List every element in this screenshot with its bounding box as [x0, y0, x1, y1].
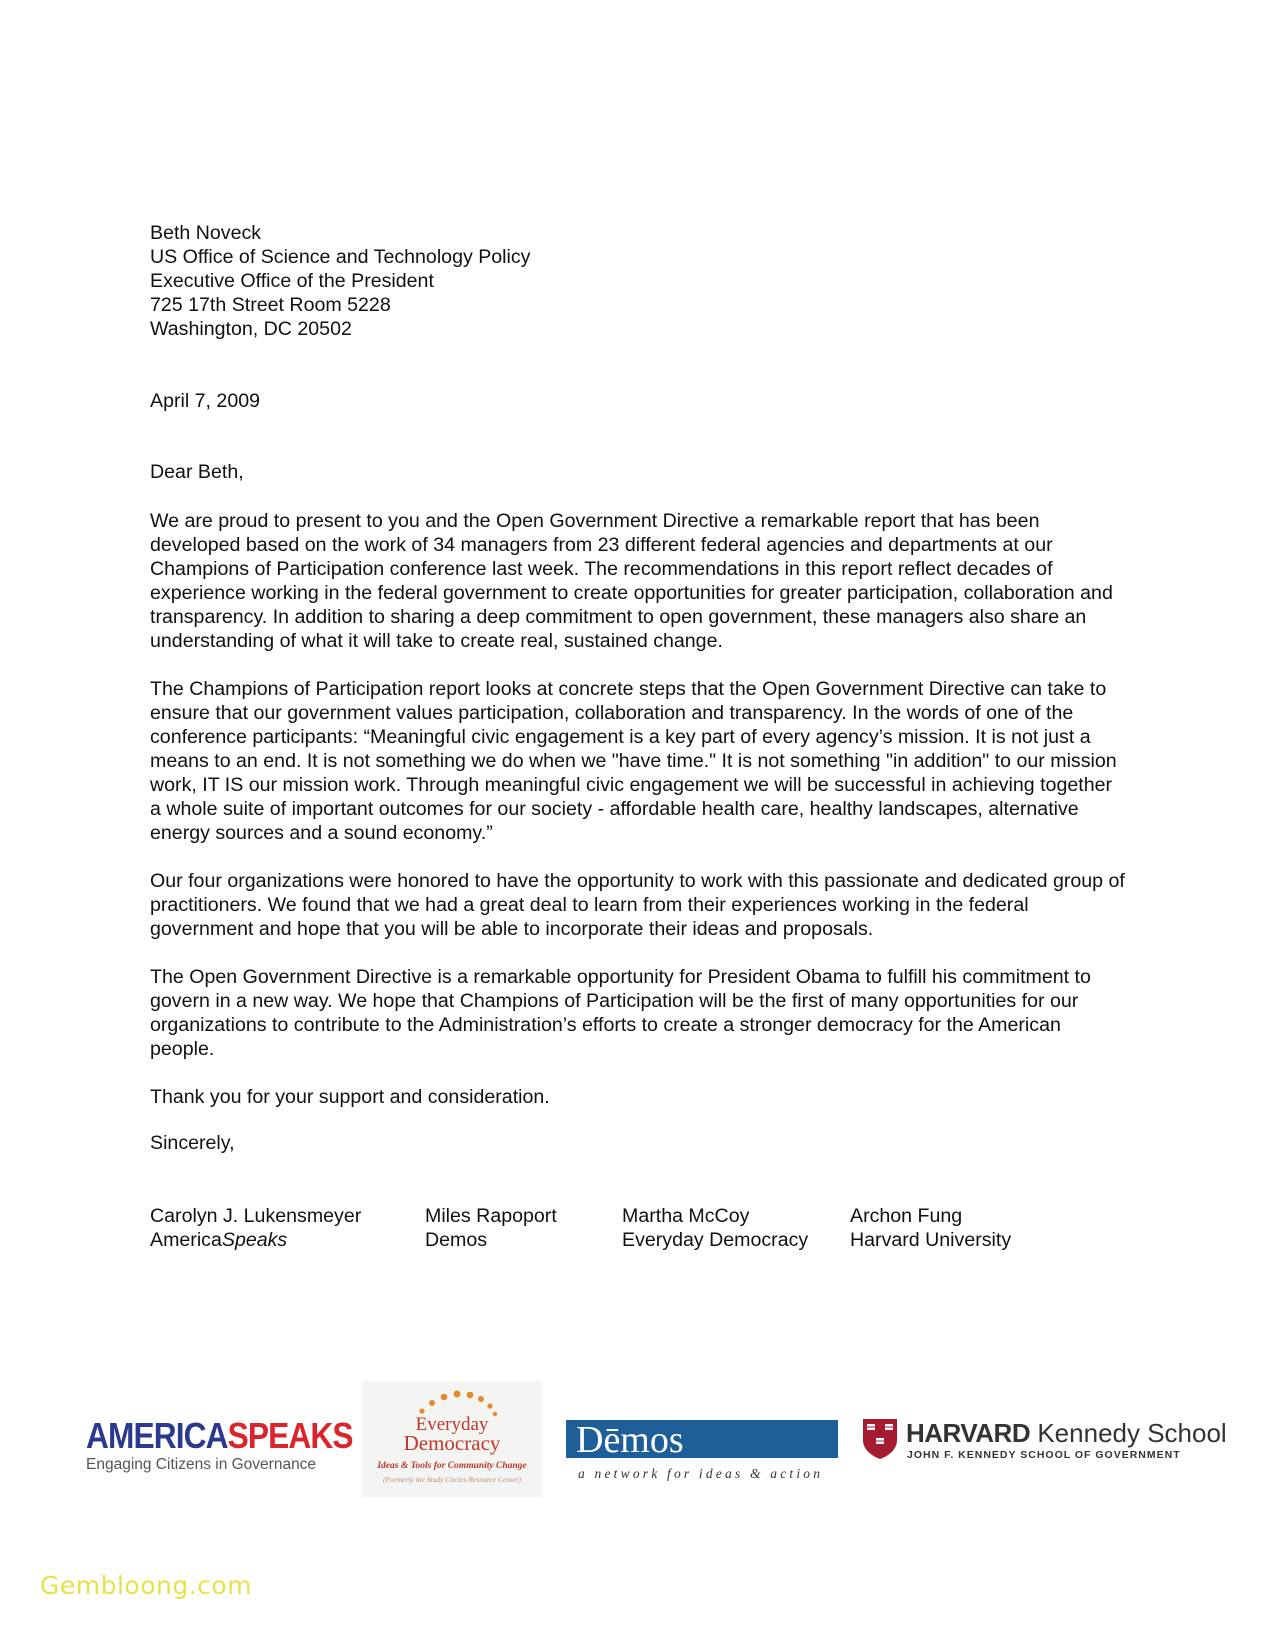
- signatory-mccoy: [622, 1204, 808, 1252]
- salutation: Dear Beth,: [150, 461, 244, 483]
- address-line: Beth Noveck: [150, 222, 262, 244]
- harvard-kennedy-subline: JOHN F. KENNEDY SCHOOL OF GOVERNMENT: [907, 1449, 1181, 1461]
- signatory-name: Archon Fung: [850, 1205, 963, 1227]
- recipient-address: [150, 221, 1120, 341]
- harvard-kennedy-logo: HARVARD Kennedy School JOHN F. KENNEDY SCHOOL OF GOVERNMENT: [862, 1418, 1202, 1466]
- closing: Sincerely,: [150, 1132, 235, 1154]
- signatory-fung: [850, 1204, 1011, 1252]
- signatory-lukensmeyer: [150, 1204, 361, 1252]
- letter-date: April 7, 2009: [150, 390, 261, 412]
- address-line: Washington, DC 20502: [150, 318, 352, 340]
- demos-tagline: a network for ideas & action: [578, 1466, 824, 1481]
- americaspeaks-tagline: Engaging Citizens in Governance: [86, 1456, 317, 1473]
- body-paragraph: Our four organizations were honored to have the opportunity to work with this passionate and dedicated group of practitioners. We found that we had a great deal to learn from their experiences working in the federal government and hope that you will be able to incorporate their ideas and proposals.: [150, 870, 1125, 940]
- body-paragraph: The Open Government Directive is a remarkable opportunity for President Obama to fulfill his commitment to govern in a new way. We hope that Champions of Participation will be the first of many opportunities for our organizations to contribute to the Administration’s efforts to create a stronger democracy for the American people.: [150, 966, 1091, 1060]
- watermark: Gembloong.com: [40, 1571, 253, 1600]
- signatory-name: Miles Rapoport: [425, 1205, 557, 1227]
- everyday-democracy-logo: Everyday Democracy Ideas & Tools for Community Change (Formerly the Study Circles Resource Center): [362, 1381, 542, 1497]
- signatory-org: Everyday Democracy: [622, 1229, 809, 1251]
- body-paragraph: We are proud to present to you and the Open Government Directive a remarkable report that has been developed based on the work of 34 managers from 23 different federal agencies and departments at our Champions of Participation conference last week. The recommendations in this report reflect decades of experience working in the federal government to create opportunities for greater participation, collaboration and transparency. In addition to sharing a deep commitment to open government, these managers also share an understanding of what it will take to create real, sustained change.: [150, 510, 1113, 652]
- demos-logo: Dēmos a network for ideas & action: [566, 1420, 838, 1490]
- signatory-name: Carolyn J. Lukensmeyer: [150, 1205, 362, 1227]
- body-paragraph: The Champions of Participation report looks at concrete steps that the Open Government Directive can take to ensure that our government values participation, collaboration and transparency. In the words of one of the conference participants: “Meaningful civic engagement is a key part of every agency’s mission. It is not just a means to an end. It is not something we do when we "have time." It is not something "in addition" to our mission work, IT IS our mission work. Through meaningful civic engagement we will be successful in achieving together a whole suite of important outcomes for our society - affordable health care, healthy landscapes, alternative energy sources and a sound economy.”: [150, 678, 1117, 844]
- address-line: US Office of Science and Technology Policy: [150, 246, 531, 268]
- signatory-org: AmericaSpeaks: [150, 1229, 288, 1251]
- signatory-org: Harvard University: [850, 1229, 1012, 1251]
- signatory-name: Martha McCoy: [622, 1205, 750, 1227]
- signatory-org: Demos: [425, 1229, 488, 1251]
- everyday-democracy-subline: (Formerly the Study Circles Resource Center): [383, 1475, 521, 1484]
- address-line: Executive Office of the President: [150, 270, 434, 292]
- body-paragraph: Thank you for your support and consideration.: [150, 1086, 550, 1108]
- signatory-rapoport: [425, 1204, 557, 1252]
- americaspeaks-logo: AMERICASPEAKS Engaging Citizens in Governance: [86, 1415, 353, 1473]
- everyday-democracy-tagline: Ideas & Tools for Community Change: [377, 1461, 527, 1471]
- harvard-shield-icon: [862, 1418, 898, 1460]
- address-line: 725 17th Street Room 5228: [150, 294, 391, 316]
